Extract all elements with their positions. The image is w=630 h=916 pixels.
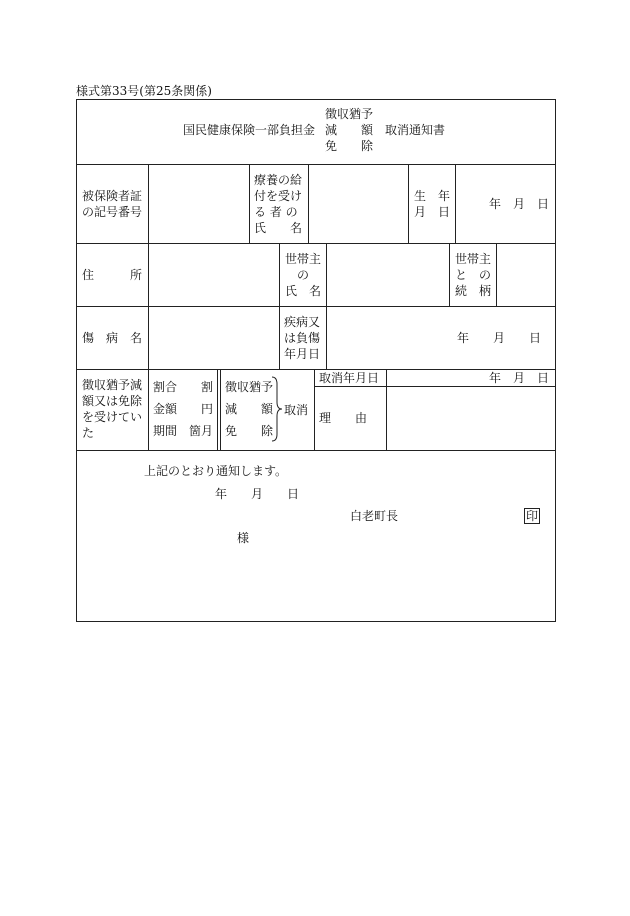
rate-row [153,379,213,395]
title-option-reduction: 減 額 [325,123,374,137]
amount-row [153,401,213,417]
title-option-exemption: 免 除 [325,139,374,153]
cancel-option-deferral: 徴収猶予 [225,380,274,394]
householder-name-label: 世帯主 の 氏 名 [284,252,321,298]
notice-text: 上記のとおり通知します。 [144,464,288,478]
form-number-label: 様式第33号(第25条関係) [76,84,212,98]
injury-date-label: 疾病又 は負傷 年月日 [284,315,321,361]
period-label: 期間 [153,424,178,438]
insured-card-label: 被保険者証 の記号番号 [82,189,143,219]
rate-label: 割合 [153,380,178,394]
title-suffix: 取消通知書 [385,123,446,137]
disease-name-label: 傷 病 名 [82,331,143,345]
reason-label: 理 由 [319,411,368,425]
cancel-word: 取消 [284,403,309,417]
title-options [325,106,373,154]
divider-cancel-date [314,386,555,387]
notice-date: 年 月 日 [215,487,300,501]
birth-date-label: 生 年 月 日 [414,189,451,219]
notice-form [76,99,556,622]
birth-date-value: 年 月 日 [489,197,550,211]
issuer-title: 白老町長 [350,509,399,523]
title-option-deferral: 徴収猶予 [325,107,374,121]
cancel-option-reduction: 減 額 [225,402,274,416]
cancel-date-value: 年 月 日 [489,371,550,385]
title-prefix: 国民健康保険一部負担金 [183,123,316,137]
rate-unit: 割 [200,380,213,394]
period-row [153,423,213,439]
granted-measure-label: 徴収猶予減 額又は免除 を受けてい た [82,378,143,440]
householder-relation-label: 世帯主 と の 続 柄 [455,252,492,298]
addressee-honorific: 様 [237,531,250,545]
curly-brace-icon [271,376,283,442]
amount-label: 金額 [153,402,178,416]
divider-row4 [77,450,555,451]
amount-unit: 円 [200,402,213,416]
cancel-option-exemption: 免 除 [225,424,274,438]
address-label: 住 所 [82,268,143,282]
injury-date-value: 年 月 日 [457,331,542,345]
seal-mark: 印 [525,509,538,523]
recipient-name-label: 療養の給 付を受け る 者 の 氏 名 [254,173,303,235]
cancel-date-label: 取消年月日 [319,371,380,385]
period-unit: 箇月 [188,424,213,438]
